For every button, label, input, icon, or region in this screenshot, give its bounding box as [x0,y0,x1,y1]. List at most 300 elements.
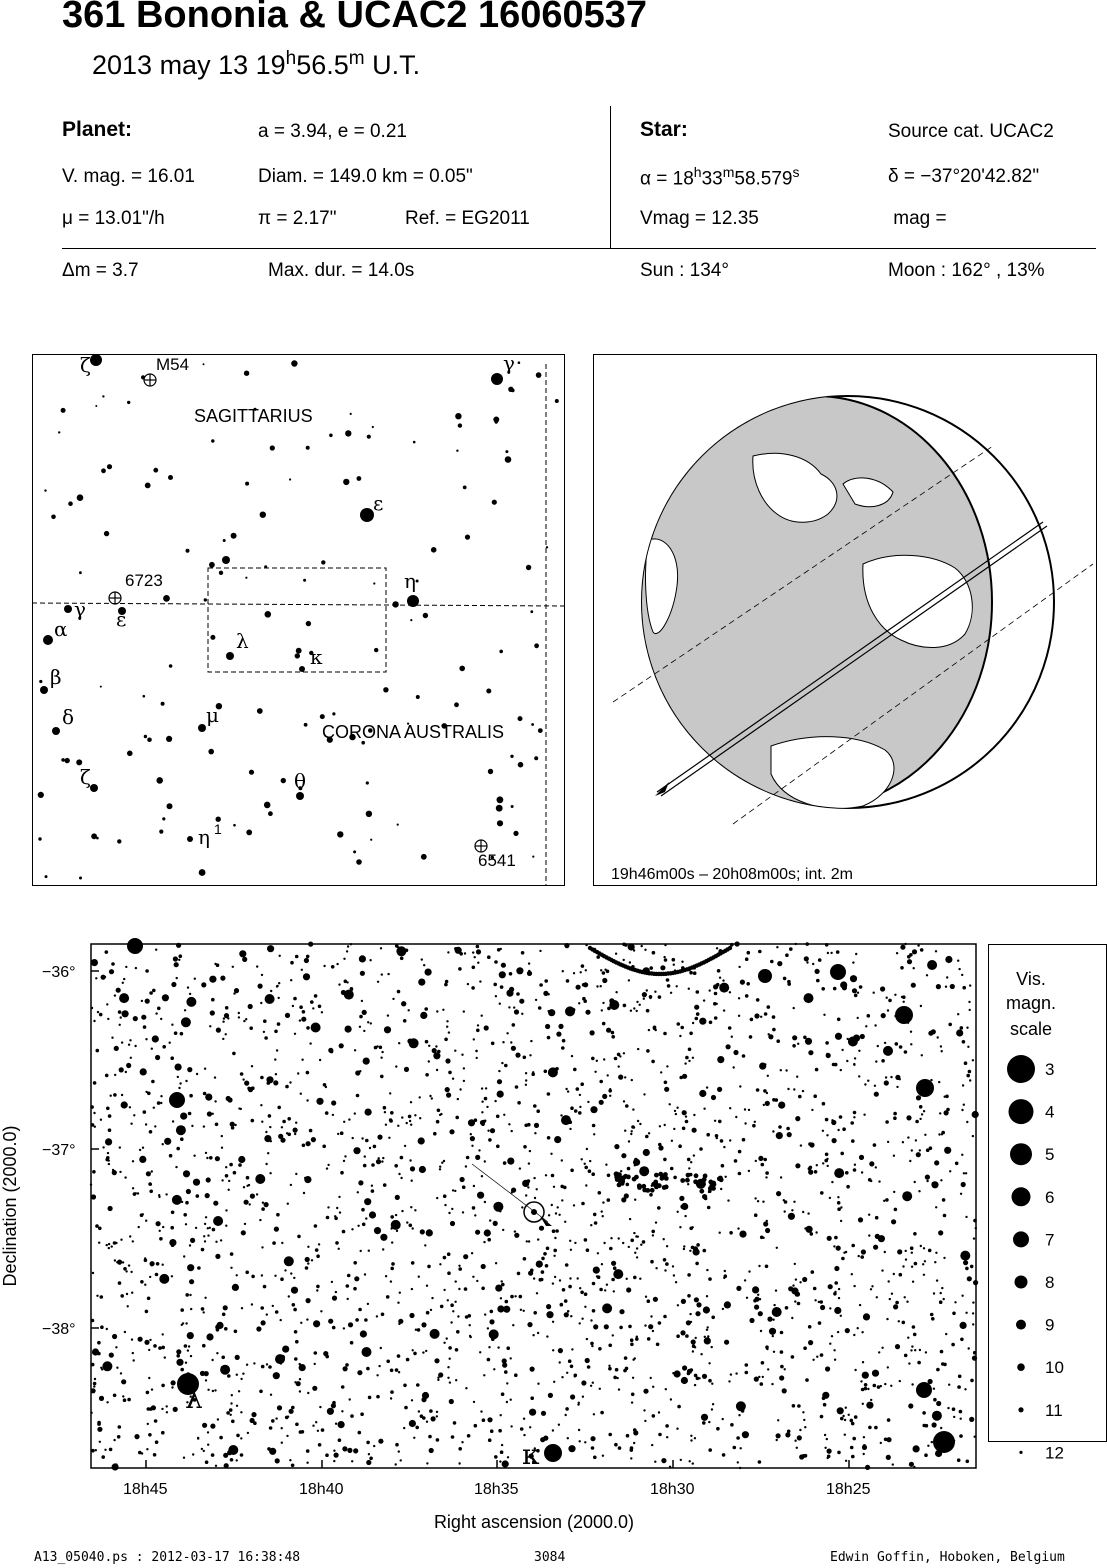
field-star [933,1292,935,1294]
field-star [112,1463,119,1470]
field-star [946,1108,950,1112]
field-star [590,1106,597,1113]
hour-unit: h [285,48,297,69]
field-star [439,1263,441,1265]
field-star [294,1033,296,1035]
field-star [624,1356,628,1360]
field-star [785,1432,790,1437]
field-star [253,1421,257,1425]
field-star [446,1020,448,1022]
field-star [545,1264,549,1268]
field-star [584,1163,586,1165]
field-star [451,1208,453,1210]
field-star [678,1144,682,1148]
field-star [899,1380,901,1382]
field-star [559,1361,561,1363]
field-star [221,1179,223,1181]
finder-star [210,634,215,639]
field-star [473,1401,475,1403]
field-star [106,1401,108,1403]
field-star [190,1332,192,1334]
field-star [357,1370,362,1375]
field-star [111,1037,113,1039]
field-star [205,1216,207,1218]
finder-star [374,647,378,651]
field-star [228,1189,230,1191]
field-star [327,1408,334,1415]
field-star [934,1261,936,1263]
field-star [238,1156,245,1163]
field-star [654,991,656,993]
field-star [576,1087,580,1091]
field-star [754,1197,756,1199]
field-star [902,1265,904,1267]
field-star [203,1235,205,1237]
field-star [269,1126,271,1128]
field-star [161,1346,165,1350]
field-star [121,1379,126,1384]
field-star [209,1156,213,1160]
field-star [972,1059,974,1061]
field-star [960,1193,962,1195]
field-star [970,1379,974,1383]
field-star [589,1160,591,1162]
field-star [837,1196,839,1198]
field-star [353,1147,360,1154]
field-star [528,962,530,964]
field-star [105,950,109,954]
field-star [260,1306,264,1310]
field-star [216,1352,218,1354]
field-star [571,1055,573,1057]
field-star [744,1279,746,1281]
field-star [274,1275,276,1277]
field-star [818,958,822,962]
field-star [956,1029,963,1036]
field-star [837,1018,841,1022]
field-star [797,1043,799,1045]
scale-title-3: scale [1009,1019,1053,1039]
field-star [636,1001,638,1003]
field-star [685,1334,689,1338]
field-star [871,1285,873,1287]
field-star [823,1014,825,1016]
greek-zeta-cra: ζ [79,764,91,789]
field-star [548,1214,550,1216]
field-star [381,1313,385,1317]
field-star [364,1198,371,1205]
field-star [481,1111,483,1113]
field-star [376,1374,378,1376]
finder-star [143,734,146,737]
field-star [149,1190,153,1194]
field-star [462,1211,464,1213]
field-star [960,1418,962,1420]
field-star [799,1454,804,1459]
field-star [293,1128,298,1133]
field-star [401,1001,406,1006]
finder-star [459,665,465,671]
field-star [236,1405,238,1407]
field-star [193,1155,195,1157]
field-star [287,1117,291,1121]
field-star [155,1273,159,1277]
field-star [151,1170,153,1172]
field-star [756,998,760,1002]
field-star [580,1291,584,1295]
finder-star [422,612,427,617]
field-star [564,943,569,948]
field-star [165,1193,167,1195]
field-star [106,1328,108,1330]
field-star [116,1367,118,1369]
field-star [813,1094,817,1098]
field-star [965,1267,969,1271]
field-star [155,949,157,951]
field-star [119,993,129,1003]
field-star [221,1147,223,1149]
field-star [305,1266,309,1270]
field-star [639,1004,641,1006]
field-star [598,1347,602,1351]
field-star [440,1305,444,1309]
field-star [93,1020,95,1022]
field-star [385,1124,387,1126]
field-star [935,950,937,952]
field-star [611,1031,615,1035]
field-star [604,1289,606,1291]
field-star [476,1029,480,1033]
field-star [285,1416,289,1420]
field-star [426,1421,428,1423]
field-star [885,1120,889,1124]
field-star [600,969,602,971]
finder-star [373,582,375,584]
field-star [680,1178,685,1183]
finder-star [269,445,274,450]
field-star [656,1343,660,1347]
field-star [436,1120,440,1124]
field-star [338,1421,345,1428]
field-star [91,1319,95,1323]
field-star [187,1067,192,1072]
finder-star [464,534,469,539]
field-star [203,1311,205,1313]
field-star [690,1439,692,1441]
cluster-m54-icon [144,374,156,386]
field-star [679,1035,681,1037]
field-star [760,1330,762,1332]
field-star [395,1214,397,1216]
field-star [758,1265,760,1267]
field-star [632,1359,634,1361]
field-star [233,992,235,994]
field-star [658,1321,662,1325]
field-star [767,1317,772,1322]
field-star [689,1313,691,1315]
ra-h-unit: h [693,164,702,180]
field-star [883,1200,885,1202]
field-star [962,1040,966,1044]
field-star [261,1320,266,1325]
field-star [397,1302,399,1304]
field-star [443,1342,445,1344]
field-star [457,1315,459,1317]
field-star [101,975,106,980]
field-star [786,1127,790,1131]
field-star [917,1361,921,1365]
field-star [648,1029,650,1031]
field-star [861,1388,865,1392]
field-star [963,1104,965,1106]
field-star [658,995,662,999]
field-star [99,1013,103,1017]
field-star [799,1429,801,1431]
field-star [736,1436,740,1440]
field-star [224,1327,228,1331]
finder-star [163,595,170,602]
field-star [696,990,700,994]
field-star [411,1288,413,1290]
field-star [770,960,774,964]
field-star [443,1256,447,1260]
field-star [191,1125,193,1127]
field-star [908,1362,910,1364]
field-star [858,1255,860,1257]
field-star [702,1421,706,1425]
scale-dot [1010,1143,1032,1165]
field-star [260,1076,264,1080]
field-star [484,1313,486,1315]
field-star [893,1191,895,1193]
field-star [564,1312,569,1317]
field-star [313,1320,320,1327]
field-star [827,1455,831,1459]
field-star [544,1070,548,1074]
field-star [470,1136,475,1141]
field-star [484,1120,486,1122]
field-star [729,1139,731,1141]
field-star [802,1211,804,1213]
field-star [433,1052,440,1059]
field-star [696,1012,700,1016]
field-star [833,1349,835,1351]
field-star [972,1301,974,1303]
field-star [361,1000,363,1002]
field-star [959,1434,963,1438]
field-star [601,1009,603,1011]
field-star [957,1013,959,1015]
field-star [436,1415,438,1417]
field-star [207,1444,209,1446]
field-star [580,1082,584,1086]
field-star [845,1407,847,1409]
field-star [231,1394,233,1396]
field-star [122,982,124,984]
scale-title-2: magn. [1005,993,1057,1013]
field-star [711,1316,715,1320]
field-star [775,1098,779,1102]
field-star [808,1142,812,1146]
scale-magnitude: 4 [1045,1102,1055,1122]
field-star [596,955,600,959]
field-star [844,1419,846,1421]
field-star [321,1011,323,1013]
field-star [920,1005,922,1007]
field-star [96,1049,100,1053]
field-star [166,1411,168,1413]
field-star [826,1438,828,1440]
field-star [613,1290,615,1292]
field-star [190,1355,192,1357]
field-star [591,1446,595,1450]
field-star [815,969,820,974]
field-star [503,1161,507,1165]
field-star [966,1460,970,1464]
label-sagittarius: SAGITTARIUS [193,405,313,426]
field-star [968,1001,970,1003]
field-star [277,1405,282,1410]
field-star [114,1259,116,1261]
field-star [472,951,474,953]
field-star [907,959,912,964]
field-star [398,1042,400,1044]
field-star [460,1177,465,1182]
field-star [874,1024,876,1026]
field-star [904,943,906,945]
field-star [967,1046,969,1048]
field-star [273,1372,280,1379]
field-star [251,1119,255,1123]
field-star [873,1143,877,1147]
field-star [230,1122,235,1127]
finder-star [525,564,530,569]
field-star [363,1058,370,1065]
field-star [311,1023,321,1033]
field-star [276,1049,278,1051]
field-star [490,1128,495,1133]
field-star [865,1025,867,1027]
field-star [873,1245,878,1250]
field-star [386,1360,390,1364]
field-star [508,1006,510,1008]
field-star [825,1041,829,1045]
field-star [374,1227,381,1234]
field-star [323,1351,328,1356]
field-star [665,1424,669,1428]
field-star [537,1332,539,1334]
field-star [867,1388,869,1390]
field-star [579,1287,581,1289]
field-star [258,984,263,989]
field-star [716,947,718,949]
field-star [450,1303,454,1307]
field-star [368,1396,372,1400]
field-star [454,1190,456,1192]
field-star [471,986,475,990]
field-star [185,1293,189,1297]
finder-star [166,735,172,741]
field-star [941,1050,943,1052]
field-star [603,1058,605,1060]
field-star [623,1004,627,1008]
field-star [488,1138,492,1142]
field-star [365,1217,367,1219]
field-star [814,1170,818,1174]
field-star [626,1287,631,1292]
field-star [183,1255,185,1257]
field-star [118,1281,122,1285]
field-star [461,1054,463,1056]
field-star [530,1396,534,1400]
field-star [266,1363,268,1365]
field-star [886,1455,891,1460]
field-star [490,1429,494,1433]
field-star [356,1094,360,1098]
field-star [369,1457,373,1461]
scale-dot [1019,1451,1022,1454]
field-star [115,1463,117,1465]
field-star [266,1313,268,1315]
field-star [355,1318,359,1322]
field-star [269,1426,273,1430]
field-star [445,1058,450,1063]
field-star [652,1330,654,1332]
field-star [145,999,150,1004]
field-star [530,1040,532,1042]
field-star [102,1146,104,1148]
field-star [701,1182,706,1187]
field-star [377,1135,382,1140]
field-star [650,1260,654,1264]
field-star [711,1095,716,1100]
field-star [756,1088,760,1092]
field-star [500,1297,502,1299]
field-star [675,1113,677,1115]
field-star [667,984,671,988]
field-star [842,1127,846,1131]
field-star [623,1100,625,1102]
field-star [687,1183,689,1185]
field-star [724,1340,729,1345]
field-star [336,1207,338,1209]
field-star [842,985,847,990]
field-star [717,969,721,973]
field-star [728,946,732,950]
field-star [108,1243,110,1245]
field-star [154,1419,158,1423]
field-star [120,1239,122,1241]
eta1-superscript: 1 [213,820,222,837]
field-star [713,1002,717,1006]
field-star [911,1345,913,1347]
planet-label: Planet: [62,118,133,141]
field-star [363,1030,365,1032]
field-star [962,986,966,990]
finder-star [487,768,492,773]
field-star [209,976,216,983]
field-star [533,1177,535,1179]
field-star [125,966,127,968]
field-star [267,1152,269,1154]
field-star [112,1170,117,1175]
field-star [111,962,115,966]
field-star [225,1006,229,1010]
field-star [476,945,480,949]
field-star [845,1171,849,1175]
field-star [299,1019,301,1021]
field-star [410,1206,412,1208]
